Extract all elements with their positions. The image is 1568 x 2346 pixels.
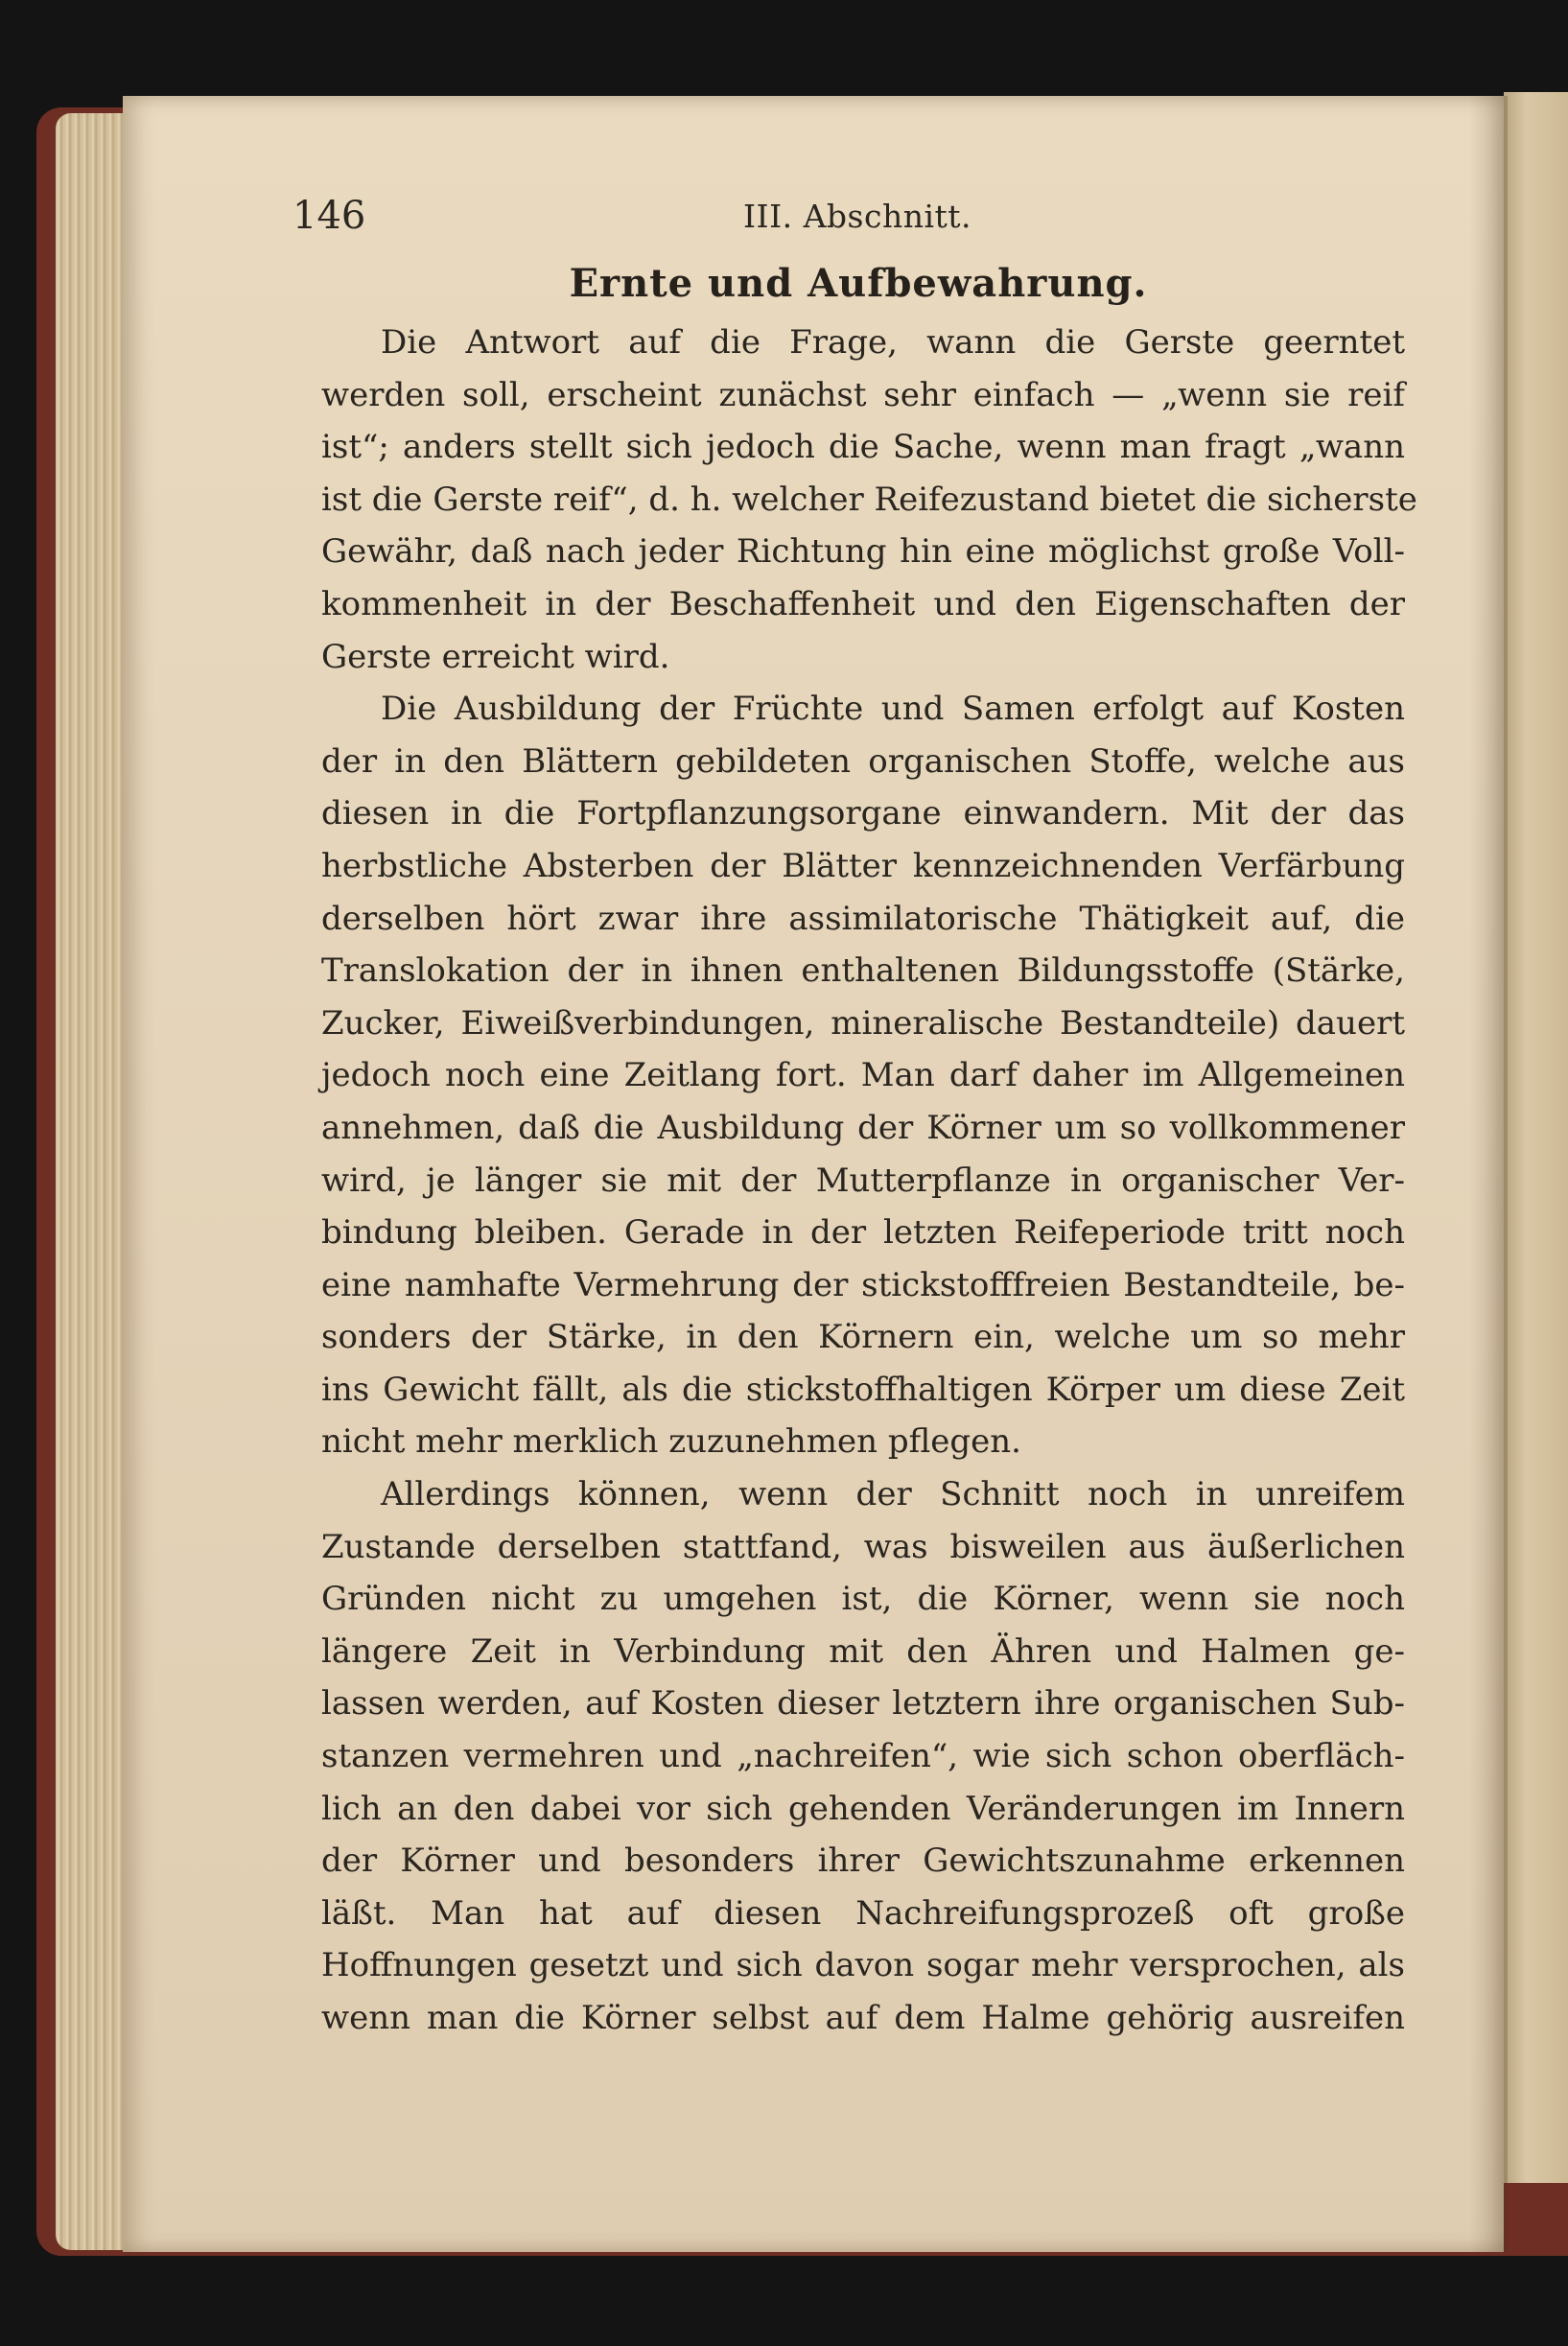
page-header xyxy=(293,194,1424,251)
paragraph-2 xyxy=(321,683,1405,1468)
text-line: werden soll, erscheint zunächst sehr einfach — „wenn sie reif xyxy=(321,375,1405,414)
text-line: längere Zeit in Verbindung mit den Ähren und Halmen ge- xyxy=(321,1631,1405,1671)
text-line: stanzen vermehren und „nachreifen“, wie sich schon oberfläch- xyxy=(321,1737,1405,1776)
text-line: kommenheit in der Beschaffenheit und den Eigenschaften der xyxy=(321,584,1405,623)
text-line: der in den Blättern gebildeten organischen Stoffe, welche aus xyxy=(321,741,1405,781)
text-line: Zucker, Eiweißverbindungen, mineralische Bestandteile) dauert xyxy=(321,1003,1405,1043)
text-line: Zustande derselben stattfand, was bisweilen aus äußerlichen xyxy=(321,1527,1405,1566)
gutter-shadow xyxy=(1469,96,1508,2252)
text-line: diesen in die Fortpflanzungsorgane einwandern. Mit der das xyxy=(321,794,1405,833)
text-line: derselben hört zwar ihre assimilatorische Thätigkeit auf, die xyxy=(321,899,1405,938)
text-line: ist die Gerste reif“, d. h. welcher Reifezustand bietet die sicherste xyxy=(321,480,1417,519)
body-text xyxy=(321,317,1417,2045)
text-line: bindung bleiben. Gerade in der letzten Reifeperiode tritt noch xyxy=(321,1213,1405,1253)
text-line: Translokation der in ihnen enthaltenen Bildungsstoffe (Stärke, xyxy=(321,951,1405,991)
text-line: Die Ausbildung der Früchte und Samen erfolgt auf Kosten xyxy=(381,690,1405,729)
text-line: Allerdings können, wenn der Schnitt noch in unreifem xyxy=(381,1475,1405,1514)
paragraph-3 xyxy=(321,1468,1405,2045)
facing-page-edge xyxy=(1504,92,1568,2183)
text-line: nicht mehr merklich zuzunehmen pflegen. xyxy=(321,1422,1021,1462)
text-line: annehmen, daß die Ausbildung der Körner um so vollkommener xyxy=(321,1108,1405,1147)
text-line: wenn man die Körner selbst auf dem Halme gehörig ausreifen xyxy=(321,1999,1405,2037)
running-head: III. Abschnitt. xyxy=(743,198,972,235)
text-line: Die Antwort auf die Frage, wann die Gerste geerntet xyxy=(381,323,1405,362)
text-line: ist“; anders stellt sich jedoch die Sache, wenn man fragt „wann xyxy=(321,428,1405,467)
paragraph-1 xyxy=(321,317,1417,683)
text-line: lich an den dabei vor sich gehenden Veränderungen im Innern xyxy=(321,1789,1405,1828)
text-line: Gerste erreicht wird. xyxy=(321,637,670,676)
text-line: jedoch noch eine Zeitlang fort. Man darf daher im Allgemeinen xyxy=(321,1056,1405,1095)
text-line: sonders der Stärke, in den Körnern ein, welche um so mehr xyxy=(321,1318,1405,1357)
text-line: wird, je länger sie mit der Mutterpflanze in organischer Ver- xyxy=(321,1161,1405,1200)
text-line: Gewähr, daß nach jeder Richtung hin eine möglichst große Voll- xyxy=(321,532,1405,572)
text-line: Gründen nicht zu umgehen ist, die Körner, wenn sie noch xyxy=(321,1580,1405,1619)
text-line: eine namhafte Vermehrung der stickstofffreien Bestandteile, be- xyxy=(321,1265,1405,1304)
page-number: 146 xyxy=(293,194,366,238)
text-line: ins Gewicht fällt, als die stickstoffhaltigen Körper um diese Zeit xyxy=(321,1370,1405,1409)
text-line: lassen werden, auf Kosten dieser letztern ihre organischen Sub- xyxy=(321,1684,1405,1724)
text-line: Hoffnungen gesetzt und sich davon sogar mehr versprochen, als xyxy=(321,1946,1405,1985)
text-line: herbstliche Absterben der Blätter kennzeichnenden Verfärbung xyxy=(321,846,1405,885)
text-line: läßt. Man hat auf diesen Nachreifungsprozeß oft große xyxy=(321,1893,1405,1933)
section-title: Ernte und Aufbewahrung. xyxy=(569,261,1148,306)
text-line: der Körner und besonders ihrer Gewichtszunahme erkennen xyxy=(321,1842,1405,1881)
